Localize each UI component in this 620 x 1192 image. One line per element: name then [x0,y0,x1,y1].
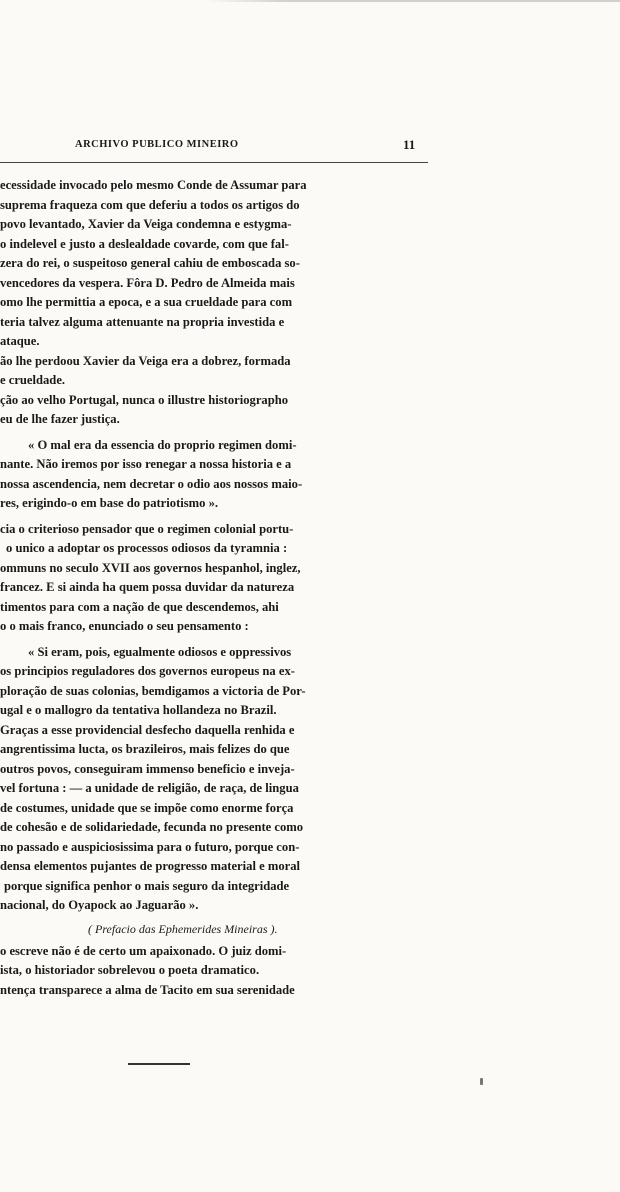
text-line: de cohesão e de solidariedade, fecunda no presente como [0,820,304,834]
text-line: densa elementos pujantes de progresso material e moral [0,859,300,873]
quote-2 [0,643,420,916]
header-rule [0,162,428,163]
text-line: zera do rei, o suspeitoso general cahiu de emboscada so- [0,256,300,270]
text-line: outros povos, conseguiram immenso beneficio e inveja- [0,761,295,776]
text-line: e crueldade. [0,373,66,387]
text-line: « Si eram, pois, egualmente odiosos e oppressivos [28,644,292,659]
citation: ( Prefacio das Ephemerides Mineiras ). [88,921,278,936]
text-line: o indelevel e justo a deslealdade covarde, com que fal- [0,236,289,251]
text-line: vel fortuna : — a unidade de religião, de raça, de lingua [0,781,299,795]
text-line: ataque. [0,334,40,348]
page-number: 11 [403,137,416,152]
text-line: ugal e o mallogro da tentativa hollandeza no Brazil. [0,703,277,717]
text-line: ommuns no seculo XVII aos governos hespanhol, inglez, [0,560,301,575]
running-title: ARCHIVO PUBLICO MINEIRO [75,139,239,150]
paragraph-1 [0,176,420,430]
text-line: ploração de suas colonias, bemdigamos a victoria de Por- [0,683,306,698]
text-line: ista, o historiador sobrelevou o poeta dramatico. [0,963,260,977]
closing-rule [128,1063,190,1065]
text-line: porque significa penhor o mais seguro da integridade [4,878,290,893]
text-line: nante. Não iremos por isso renegar a nossa historia e a [0,457,292,471]
text-line: povo levantado, Xavier da Veiga condemna e estygma- [0,217,292,231]
text-line: angrentissima lucta, os brazileiros, mais felizes do que [0,742,290,756]
text-line: de costumes, unidade que se impõe como enorme força [0,800,294,815]
text-line: res, erigindo-o em base do patriotismo ». [0,496,219,510]
text-line: vencedores da vespera. Fôra D. Pedro de Almeida mais [0,275,295,290]
text-line: nossa ascendencia, nem decretar o odio aos nossos maio- [0,476,303,491]
text-line: os principios reguladores dos governos europeus na ex- [0,664,295,678]
text-line: ecessidade invocado pelo mesmo Conde de Assumar para [0,178,307,192]
text-line: francez. E si ainda ha quem possa duvidar da natureza [0,580,295,594]
text-line: eu de lhe fazer justiça. [0,412,120,426]
text-line: timentos para com a nação de que descendemos, ahi [0,599,279,614]
text-line: omo lhe permittia a epoca, e a sua crueldade para com [0,295,293,309]
paragraph-3 [0,942,420,1001]
text-line: ntença transparece a alma de Tacito em sua serenidade [0,982,295,997]
quote-1 [0,436,420,514]
text-line: no passado e auspiciosissima para o futuro, porque con- [0,839,300,854]
ink-speck [480,1078,483,1085]
text-line: suprema fraqueza com que deferiu a todos os artigos do [0,197,300,212]
text-line: o escreve não é de certo um apaixonado. O juiz domi- [0,943,287,958]
text-line: teria talvez alguma attenuante na propria investida e [0,314,285,329]
text-line: nacional, do Oyapock ao Jaguarão ». [0,898,199,912]
text-line: o o mais franco, enunciado o seu pensamento : [0,619,249,633]
text-line: o unico a adoptar os processos odiosos da tyramnia : [6,541,288,555]
text-line: ção ao velho Portugal, nunca o illustre historiographo [0,392,289,407]
text-line: Graças a esse providencial desfecho daquella renhida e [0,722,295,737]
paragraph-2 [0,520,420,637]
text-line: « O mal era da essencia do proprio regimen domi- [28,437,297,452]
text-line: ão lhe perdoou Xavier da Veiga era a dobrez, formada [0,353,291,368]
text-line: cia o criterioso pensador que o regimen colonial portu- [0,521,294,536]
top-edge-line [205,0,620,2]
running-header [0,137,430,157]
page-body [0,176,420,1000]
